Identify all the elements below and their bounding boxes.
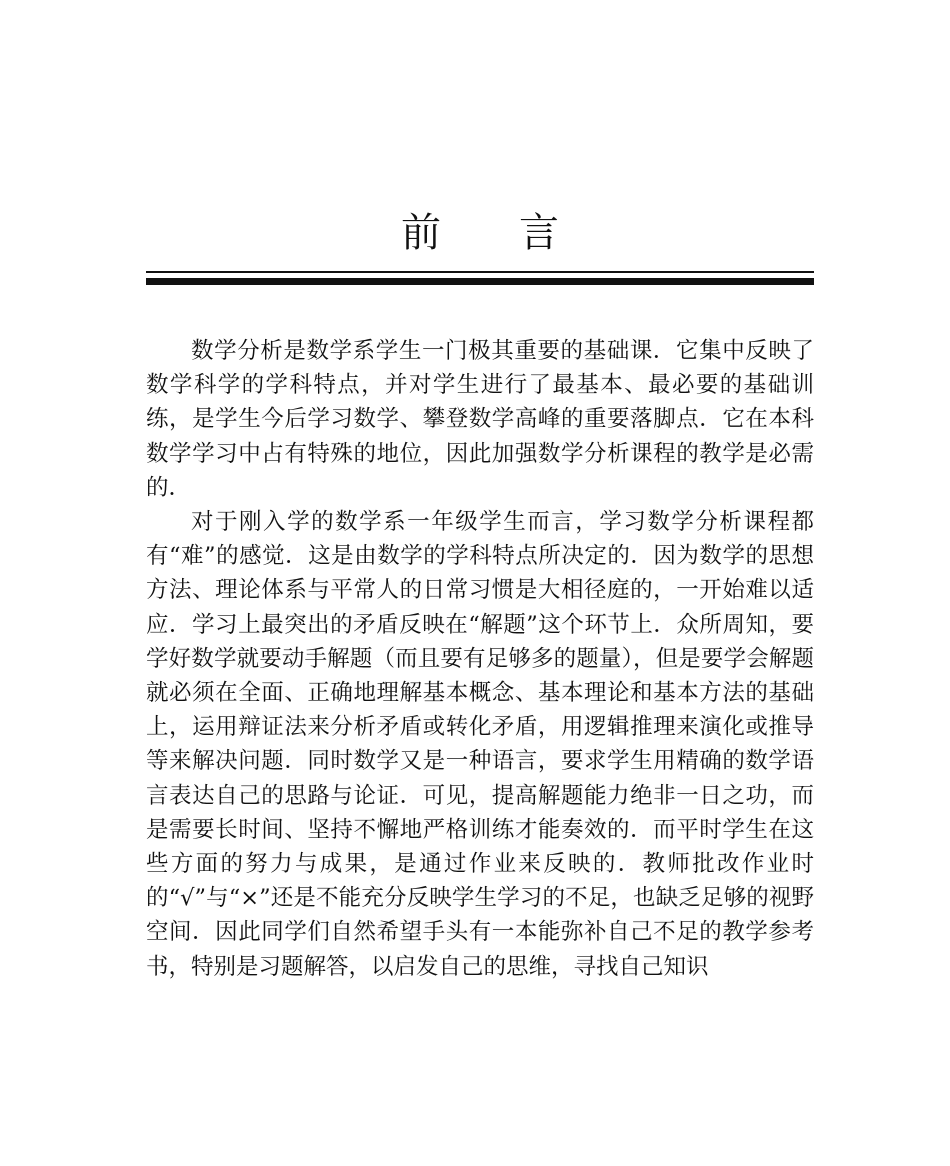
title-rule-thick <box>146 278 814 285</box>
title-rule-thin <box>146 271 814 273</box>
page-title: 前言 <box>401 210 637 256</box>
paragraph-2: 对于刚入学的数学系一年级学生而言，学习数学分析课程都有“难”的感觉．这是由数学的学科特点所决定的．因为数学的思想方法、理论体系与平常人的日常习惯是大相径庭的，一开始难以适应．学习上最突出的矛盾反映在“解题”这个环节上．众所周知，要学好数学就要动手解题（而且要有足够多的题量），但是要学会解题就必须在全面、正确地理解基本概念、基本理论和基本方法的基础上，运用辩证法来分析矛盾或转化矛盾，用逻辑推理来演化或推导等来解决问题．同时数学又是一种语言，要求学生用精确的数学语言表达自己的思路与论证．可见，提高解题能力绝非一日之功，而是需要长时间、坚持不懈地严格训练才能奏效的．而平时学生在这些方面的努力与成果，是通过作业来反映的．教师批改作业时的“√”与“×”还是不能充分反映学生学习的不足，也缺乏足够的视野空间．因此同学们自然希望手头有一本能弥补自己不足的教学参考书，特别是习题解答，以启发自己的思维，寻找自己知识 <box>146 509 814 980</box>
body-text <box>146 334 814 984</box>
paragraph-1: 数学分析是数学系学生一门极其重要的基础课．它集中反映了数学科学的学科特点，并对学生进行了最基本、最必要的基础训练，是学生今后学习数学、攀登数学高峰的重要落脚点．它在本科数学学习中占有特殊的地位，因此加强数学分析课程的教学是必需的． <box>146 338 814 501</box>
document-page <box>146 0 814 1166</box>
